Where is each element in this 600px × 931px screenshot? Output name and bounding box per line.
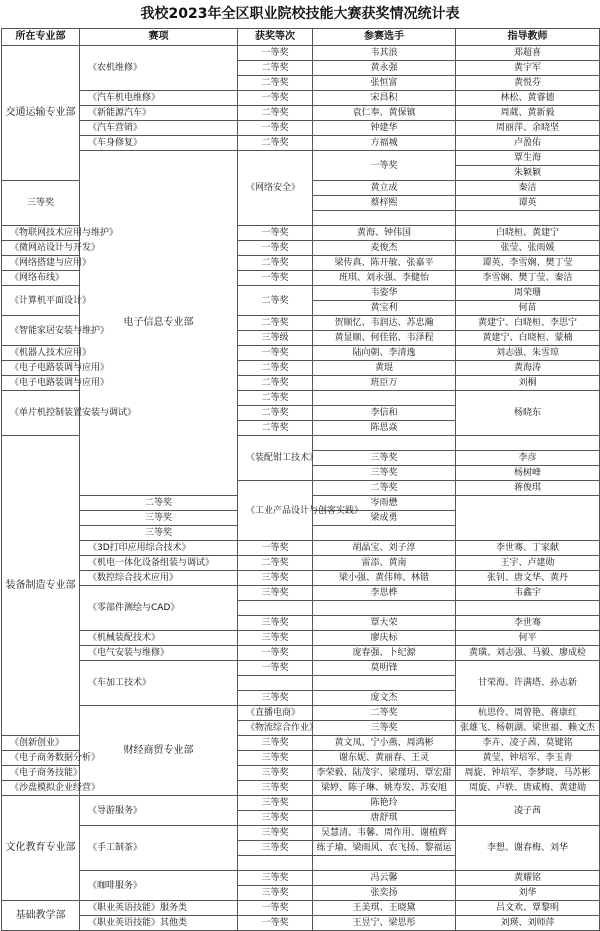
students-cell: 庞文杰 <box>313 691 456 706</box>
event-cell: 《汽车机电维修》 <box>80 91 238 106</box>
award-cell: 三等奖 <box>238 826 313 841</box>
table-row <box>2 571 600 586</box>
students-cell: 宋昌积 <box>313 91 456 106</box>
students-cell: 梁成勇 <box>313 511 456 526</box>
teachers-cell: 王宇、卢建勋 <box>456 556 600 571</box>
students-cell: 黄永强 <box>313 61 456 76</box>
students-cell: 方福城 <box>313 136 456 151</box>
award-cell: 二等奖 <box>80 496 238 511</box>
event-cell: 《物联网技术应用与维护》 <box>2 226 80 241</box>
teachers-cell: 黄莹、钟培军、李玉青 <box>456 751 600 766</box>
students-cell: 袁仁奉、黄保镇 <box>313 106 456 121</box>
award-cell: 一等奖 <box>238 226 313 241</box>
event-cell: 《职业英语技能》服务类 <box>80 901 238 916</box>
award-cell: 二等奖 <box>238 421 313 436</box>
table-body <box>2 46 600 931</box>
page-title: 我校2023年全区职业院校技能大赛获奖情况统计表 <box>140 6 460 22</box>
table-row <box>2 136 600 151</box>
teachers-cell: 刘桐 <box>456 376 600 391</box>
students-cell: 黄琨 <box>313 361 456 376</box>
award-cell: 二等奖 <box>238 406 313 421</box>
table-row <box>2 556 600 571</box>
event-cell: 《电子电路装调与应用》 <box>2 361 80 376</box>
students-cell: 覃大荣 <box>313 616 456 631</box>
award-cell <box>238 601 313 616</box>
award-cell: 三等奖 <box>238 841 313 856</box>
event-cell: 《工业产品设计与创客实践》 <box>238 481 313 541</box>
event-cell: 《咖啡服务》 <box>80 871 238 901</box>
students-cell: 岑雨懋 <box>313 496 456 511</box>
event-cell: 《沙盘模拟企业经营》 <box>2 781 80 796</box>
students-cell: 杭思伶、周曾艳、蒋康红 <box>456 706 600 721</box>
students-cell: 张奕扬 <box>313 886 456 901</box>
award-cell: 二等奖 <box>238 286 313 316</box>
event-cell: 《计算机平面设计》 <box>2 286 80 316</box>
award-cell <box>238 676 313 691</box>
award-cell: 三等奖 <box>238 766 313 781</box>
award-cell: 一等奖 <box>238 46 313 61</box>
teachers-cell <box>456 211 600 226</box>
table-row <box>2 541 600 556</box>
award-cell: 二等奖 <box>313 706 456 721</box>
table-row <box>2 901 600 916</box>
award-cell: 三等奖 <box>238 796 313 811</box>
teachers-cell: 秦洁 <box>456 181 600 196</box>
event-cell: 《微网站设计与开发》 <box>2 241 80 256</box>
event-cell: 《电子电路装调与应用》 <box>2 376 80 391</box>
dept-cell: 装备制造专业部 <box>2 436 80 736</box>
teachers-cell: 黄建宁、白晓桓、李思宁 <box>456 316 600 331</box>
students-cell: 谢东妮、黄丽春、王灵 <box>313 751 456 766</box>
table-row <box>2 106 600 121</box>
event-cell: 《手工制茶》 <box>80 826 238 871</box>
award-cell: 三等奖 <box>313 451 456 466</box>
students-cell: 黄宝利 <box>313 301 456 316</box>
teachers-cell: 刘志强、朱雪琼 <box>456 346 600 361</box>
award-cell: 二等奖 <box>238 61 313 76</box>
teachers-cell: 黄耀铭 <box>456 871 600 886</box>
students-cell: 贺顺忆、韦润达、苏忠瀚 <box>313 316 456 331</box>
teachers-cell: 黄海涛 <box>456 361 600 376</box>
students-cell: 班琪、刘永强、李健怡 <box>313 271 456 286</box>
event-cell: 《电子商务技能》 <box>2 766 80 781</box>
dept-cell: 基础教学部 <box>2 901 80 931</box>
event-cell: 《物流综合作业》 <box>238 721 313 736</box>
award-cell: 三等奖 <box>238 616 313 631</box>
dept-cell: 财经商贸专业部 <box>80 706 238 796</box>
teachers-cell: 李想、谢春梅、刘华 <box>456 826 600 871</box>
table-row <box>2 91 600 106</box>
table-row <box>2 661 600 676</box>
teachers-cell: 吕文欢、覃黎明 <box>456 901 600 916</box>
event-cell: 《导游服务》 <box>80 796 238 826</box>
award-cell: 三等奖 <box>238 571 313 586</box>
students-cell: 朱颖颖 <box>456 166 600 181</box>
award-cell: 二等奖 <box>238 361 313 376</box>
students-cell: 冯云馨 <box>313 871 456 886</box>
award-cell: 一等奖 <box>238 916 313 931</box>
table-row <box>2 916 600 931</box>
award-cell: 三等级 <box>238 331 313 346</box>
teachers-cell: 凌子茜 <box>456 796 600 826</box>
teachers-cell: 何平 <box>456 631 600 646</box>
teachers-cell: 杨晓东 <box>456 391 600 436</box>
award-cell: 二等奖 <box>238 556 313 571</box>
teachers-cell: 周旋、钟培军、李梦晓、马苏彬 <box>456 766 600 781</box>
header-item: 赛项 <box>80 29 238 46</box>
award-cell: 一等奖 <box>238 271 313 286</box>
event-cell: 《机械装配技术》 <box>80 631 238 646</box>
students-cell: 班臣万 <box>313 376 456 391</box>
header-award: 获奖等次 <box>238 29 313 46</box>
event-cell: 《车加工技术》 <box>80 661 238 706</box>
header-teachers: 指导教师 <box>456 29 600 46</box>
award-cell: 一等奖 <box>238 346 313 361</box>
event-cell: 《车身修复》 <box>80 136 238 151</box>
teachers-cell: 刘瑛、刘师萍 <box>456 916 600 931</box>
students-cell: 覃生海 <box>456 151 600 166</box>
award-cell: 一等奖 <box>238 541 313 556</box>
event-cell: 《零部件测绘与CAD》 <box>80 586 238 631</box>
teachers-cell: 李世骞、丁家献 <box>456 541 600 556</box>
teachers-cell: 郑超喜 <box>456 46 600 61</box>
students-cell: 李荣毅、陆茂宇、梁瑾玥、覃宏甜 <box>313 766 456 781</box>
students-cell: 莫明锋 <box>313 661 456 676</box>
table-row <box>2 631 600 646</box>
award-cell: 二等奖 <box>238 256 313 271</box>
event-cell: 《新能源汽车》 <box>80 106 238 121</box>
event-cell: 《农机维修》 <box>80 46 238 91</box>
students-cell: 王昱宁、梁思彤 <box>313 916 456 931</box>
teachers-cell: 李世骞 <box>456 616 600 631</box>
award-cell: 三等奖 <box>238 751 313 766</box>
table-row <box>2 151 600 166</box>
teachers-cell: 甘荣海、许满塔、孙志新 <box>456 661 600 706</box>
table-row <box>2 871 600 886</box>
students-cell: 韦其浪 <box>313 46 456 61</box>
students-cell: 梁传真、陈开敏、张嘉平 <box>313 256 456 271</box>
header-dept: 所在专业部 <box>2 29 80 46</box>
award-cell: 三等奖 <box>2 181 80 226</box>
students-cell <box>313 211 456 226</box>
event-cell: 《机电一体化设备组装与调试》 <box>80 556 238 571</box>
teachers-cell: 黄悦芬 <box>456 76 600 91</box>
award-cell: 二等奖 <box>238 106 313 121</box>
award-cell: 三等奖 <box>313 466 456 481</box>
teachers-cell: 谭英 <box>456 196 600 211</box>
award-cell: 三等奖 <box>238 811 313 826</box>
table-row <box>2 46 600 61</box>
header-row <box>2 29 600 46</box>
students-cell: 唐舒琪 <box>313 811 456 826</box>
teachers-cell: 黄宇军 <box>456 61 600 76</box>
award-cell: 三等奖 <box>238 631 313 646</box>
award-cell: 一等奖 <box>238 661 313 676</box>
award-cell: 一等奖 <box>238 901 313 916</box>
students-cell: 梁婷、陈子琳、姚寿发、苏安旭 <box>313 781 456 796</box>
teachers-cell: 黄建宁、白晓桓、蒙楠 <box>456 331 600 346</box>
students-cell: 蔡梓熙 <box>313 196 456 211</box>
event-cell: 《数控综合技术应用》 <box>80 571 238 586</box>
teachers-cell: 谭英、李雪娴、樊丁莹 <box>456 256 600 271</box>
award-cell: 三等奖 <box>238 691 313 706</box>
award-cell: 一等奖 <box>238 646 313 661</box>
teachers-cell: 韦鑫宇 <box>456 586 600 601</box>
students-cell: 李思桦 <box>313 586 456 601</box>
event-cell: 《网络布线》 <box>2 271 80 286</box>
award-cell <box>238 856 313 871</box>
teachers-cell: 李卉、凌子茜、莫键铭 <box>456 736 600 751</box>
table-row <box>2 121 600 136</box>
teachers-cell: 张莹、张雨媛 <box>456 241 600 256</box>
event-cell: 《机器人技术应用》 <box>2 346 80 361</box>
award-table <box>1 28 600 931</box>
students-cell <box>456 436 600 451</box>
students-cell: 黄立成 <box>313 181 456 196</box>
award-cell: 一等奖 <box>238 121 313 136</box>
teachers-cell: 白晓桓、黄建宁 <box>456 226 600 241</box>
award-cell: 三等奖 <box>238 886 313 901</box>
students-cell: 黄海、钟伟国 <box>313 226 456 241</box>
award-cell: 三等奖 <box>313 721 456 736</box>
dept-cell: 文化教育专业部 <box>2 796 80 901</box>
students-cell: 庞春强、卜纪源 <box>313 646 456 661</box>
award-cell: 二等奖 <box>313 481 456 496</box>
award-cell: 三等奖 <box>238 781 313 796</box>
award-cell: 一等奖 <box>238 241 313 256</box>
award-cell: 二等奖 <box>238 316 313 331</box>
table-row <box>2 706 600 721</box>
award-cell: 一等奖 <box>313 151 456 181</box>
table-row <box>2 826 600 841</box>
students-cell <box>313 676 456 691</box>
students-cell: 黄显顺、何佳铭、韦泽程 <box>313 331 456 346</box>
teachers-cell: 卢盈佑 <box>456 136 600 151</box>
dept-cell: 交通运输专业部 <box>2 46 80 181</box>
award-cell: 二等奖 <box>238 391 313 406</box>
teachers-cell: 李雪娴、樊丁莹、秦洁 <box>456 271 600 286</box>
students-cell: 张恒富 <box>313 76 456 91</box>
students-cell: 陈艳玲 <box>313 796 456 811</box>
award-cell: 一等奖 <box>238 91 313 106</box>
students-cell: 麦俊杰 <box>313 241 456 256</box>
teachers-cell <box>456 601 600 616</box>
students-cell: 张雄飞、杨朝湖、梁世福、赖文杰 <box>456 721 600 736</box>
table-row <box>2 796 600 811</box>
students-cell <box>313 391 456 406</box>
event-cell: 《智能家居安装与维护》 <box>2 316 80 346</box>
students-cell: 陆向朝、李清逸 <box>313 346 456 361</box>
event-cell: 《电子商务数据分析》 <box>2 751 80 766</box>
event-cell: 《电气安装与维修》 <box>80 646 238 661</box>
award-cell: 三等奖 <box>238 871 313 886</box>
header-students: 参赛选手 <box>313 29 456 46</box>
award-cell: 三等奖 <box>238 586 313 601</box>
students-cell: 雷添、黄南 <box>313 556 456 571</box>
table-row <box>2 646 600 661</box>
event-cell: 《职业英语技能》其他类 <box>80 916 238 931</box>
teachers-cell: 张钊、唐文华、黄丹 <box>456 571 600 586</box>
event-cell: 《创新创业》 <box>2 736 80 751</box>
award-cell <box>313 436 456 451</box>
students-cell: 李信和 <box>313 406 456 421</box>
event-cell: 《汽车营销》 <box>80 121 238 136</box>
award-cell: 三等奖 <box>80 511 238 526</box>
award-cell: 三等奖 <box>238 736 313 751</box>
teachers-cell: 周荣珊 <box>456 286 600 301</box>
students-cell: 陈思焱 <box>313 421 456 436</box>
students-cell <box>313 601 456 616</box>
award-cell: 三等奖 <box>80 526 238 541</box>
award-cell: 二等奖 <box>238 136 313 151</box>
students-cell: 李彦 <box>456 451 600 466</box>
teachers-cell: 周丽萍、余晓坚 <box>456 121 600 136</box>
students-cell: 王美琪、王晓黛 <box>313 901 456 916</box>
award-cell: 二等奖 <box>238 376 313 391</box>
event-cell: 《3D打印应用综合技术》 <box>80 541 238 556</box>
teachers-cell: 何苗 <box>456 301 600 316</box>
students-cell <box>313 856 456 871</box>
students-cell: 梁小强、黄伟帅、林锴 <box>313 571 456 586</box>
event-cell: 《单片机控制装置安装与调试》 <box>2 391 80 436</box>
teachers-cell: 周葳、黄新毅 <box>456 106 600 121</box>
dept-cell: 电子信息专业部 <box>80 151 238 496</box>
teachers-cell: 黄璜、刘志强、马毅、廖成检 <box>456 646 600 661</box>
students-cell: 吴慧清、韦馨、周作用、谢植辉 <box>313 826 456 841</box>
students-cell: 练子瑜、梁雨风、农飞扬、黎福运 <box>313 841 456 856</box>
students-cell: 杨树峰 <box>456 466 600 481</box>
students-cell <box>313 526 456 541</box>
event-cell: 《装配钳工技术》 <box>238 436 313 481</box>
table-row <box>2 586 600 601</box>
students-cell: 韦姿华 <box>313 286 456 301</box>
teachers-cell: 刘华 <box>456 886 600 901</box>
students-cell: 蒋俊琪 <box>456 481 600 496</box>
event-cell: 《直播电商》 <box>238 706 313 721</box>
students-cell: 黄文凤、宁小燕、周鸿彬 <box>313 736 456 751</box>
event-cell: 《网络安全》 <box>238 151 313 226</box>
teachers-cell: 周旋、卢轶、唐咸梅、黄建勋 <box>456 781 600 796</box>
award-cell: 二等奖 <box>238 76 313 91</box>
students-cell: 胡晶宝、刘子淳 <box>313 541 456 556</box>
teachers-cell: 林松、黄睿德 <box>456 91 600 106</box>
students-cell: 廖庆标 <box>313 631 456 646</box>
event-cell: 《网络搭建与应用》 <box>2 256 80 271</box>
students-cell: 钟建华 <box>313 121 456 136</box>
